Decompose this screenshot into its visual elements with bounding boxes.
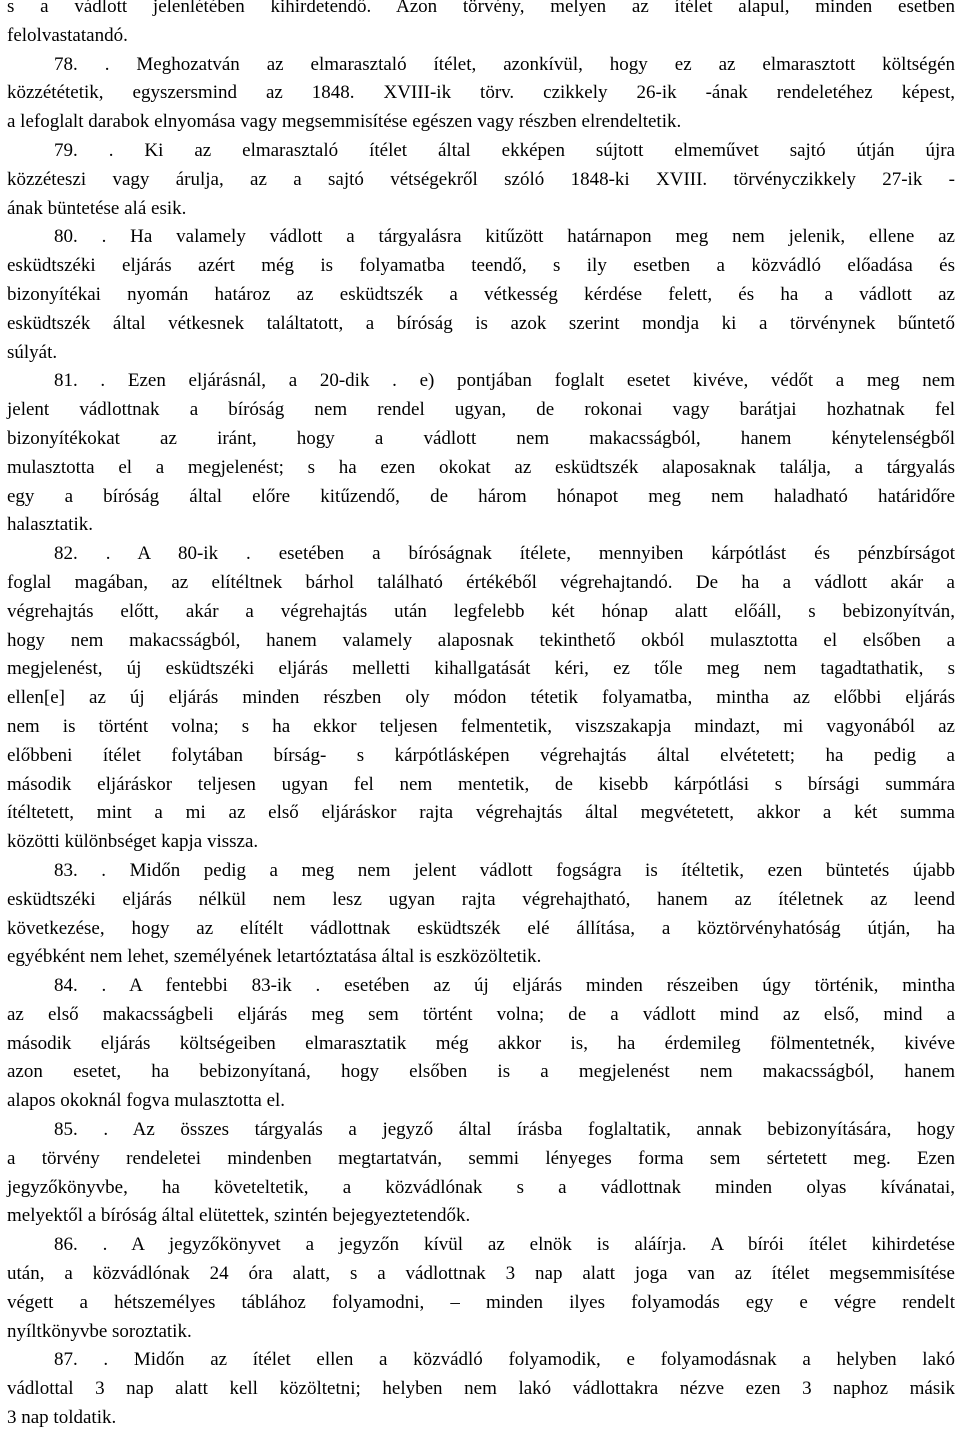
text-line: végett a hétszemélyes táblához folyamodni, – minden ilyes folyamodás egy e végre rendelt bbox=[7, 1291, 955, 1313]
text-line: az első makacsságbeli eljárás meg sem történt volna; de a vádlott mind az első, mind a bbox=[7, 1003, 955, 1025]
text-line: bizonyítékai nyomán határoz az esküdtszék a vétkesség kérdése felett, és ha a vádlott az bbox=[7, 283, 955, 305]
text-line: 81. . Ezen eljárásnál, a 20-dik . e) pontjában foglalt esetet kivéve, védőt a meg nem bbox=[54, 370, 955, 392]
text-line: alapos okoknál fogva mulasztotta el. bbox=[7, 1090, 286, 1112]
paragraph-p84 bbox=[7, 972, 955, 1116]
text-line: következése, hogy az elítélt vádlottnak esküdtszék elé állítása, a köztörvényhatóság útján, ha bbox=[7, 917, 955, 939]
text-line: 87. . Midőn az ítélet ellen a közvádló folyamodik, e folyamodásnak a helyben lakó bbox=[54, 1349, 955, 1371]
text-line: egyébként nem lehet, személyének letartóztatása által is eszközöltetik. bbox=[7, 946, 542, 968]
text-line: s a vádlott jelenlétében kihirdetendő. Azon törvény, melyen az ítélet alapul, minden esetben bbox=[7, 0, 955, 17]
paragraph-p81 bbox=[7, 367, 955, 540]
text-line: a lefoglalt darabok elnyomása vagy megsemmisítése egészen vagy részben elrendeltetik. bbox=[7, 111, 682, 133]
text-line: nyíltkönyvbe soroztatik. bbox=[7, 1320, 192, 1342]
paragraph-p79 bbox=[7, 137, 955, 223]
text-line: 84. . A fentebbi 83-ik . esetében az új eljárás minden részeiben úgy történik, mintha bbox=[54, 975, 955, 997]
text-line: nem is történt volna; s ha ekkor teljesen felmentetik, viszszakapja mindazt, mi vagyonából az bbox=[7, 715, 955, 737]
text-line: 85. . Az összes tárgyalás a jegyző által írásba foglaltatik, annak bebizonyítására, hogy bbox=[54, 1119, 955, 1141]
text-line: 3 nap toldatik. bbox=[7, 1407, 117, 1429]
paragraph-p80 bbox=[7, 223, 955, 367]
text-line: előbbeni ítélet folytában bírság- s kárpótlásképen végrehajtás által elvétetett; ha pedig a bbox=[7, 744, 955, 766]
paragraph-p86 bbox=[7, 1231, 955, 1346]
text-line: ellen[e] az új eljárás minden részben oly módon tétetik folyamatba, mintha az előbbi eljárás bbox=[7, 687, 955, 709]
text-line: megjelenést, új esküdtszéki eljárás melletti kihallgatását kéri, ez tőle meg nem tagadtathatik, s bbox=[7, 658, 955, 680]
text-line: 80. . Ha valamely vádlott a tárgyalásra kitűzött határnapon meg nem jelenik, ellene az bbox=[54, 226, 955, 248]
text-line: esküdtszék által vétkesnek találtatott, a bíróság is azok szerint mondja ki a törvénynek bűntető bbox=[7, 312, 955, 334]
text-line: végrehajtás előtt, akár a végrehajtás után legfelebb két hónap alatt előáll, s bebizonyítván, bbox=[7, 600, 955, 622]
paragraph-p78 bbox=[7, 51, 955, 137]
text-line: második eljáráskor teljesen ugyan fel nem mentetik, de kisebb kárpótlási s bírsági summára bbox=[7, 773, 955, 795]
text-line: vádlottal 3 nap alatt kell közöltetni; helyben nem lakó vádlottakra nézve ezen 3 naphoz másik bbox=[7, 1378, 955, 1400]
text-line: jelent vádlottnak a bíróság nem rendel ugyan, de rokonai vagy barátjai hozhatnak fel bbox=[7, 399, 955, 421]
text-line: 79. . Ki az elmarasztaló ítélet által ekképen sújtott elmeművet sajtó útján újra bbox=[54, 139, 955, 161]
text-line: hogy nem makacsságból, hanem valamely alaposnak tekinthető okból mulasztotta el elsőben a bbox=[7, 629, 955, 651]
paragraph-p83 bbox=[7, 857, 955, 972]
text-line: 82. . A 80-ik . esetében a bíróságnak ítélete, mennyiben kárpótlást és pénzbírságot bbox=[54, 543, 955, 565]
text-line: felolvastatandó. bbox=[7, 24, 128, 46]
text-line: második eljárás költségeiben elmarasztatik még akkor is, ha érdemileg fölmentetnék, kivéve bbox=[7, 1032, 955, 1054]
paragraph-p0 bbox=[7, 0, 955, 51]
text-line: közötti különbséget kapja vissza. bbox=[7, 831, 259, 853]
text-line: esküdtszéki eljárás nélkül nem lesz ugyan rajta végrehajtható, hanem az ítéletnek az leend bbox=[7, 888, 955, 910]
text-line: 78. . Meghozatván az elmarasztaló ítélet, azonkívül, hogy ez az elmarasztott költségén bbox=[54, 53, 955, 75]
text-line: egy a bíróság által előre kitűzendő, de három hónapot meg nem haladható határidőre bbox=[7, 485, 955, 507]
text-line: közzéteszi vagy árulja, az a sajtó vétségekről szóló 1848-ki XVIII. törvényczikkely 27-ik - bbox=[7, 168, 955, 190]
text-line: 83. . Midőn pedig a meg nem jelent vádlott fogságra is ítéltetik, ezen büntetés újabb bbox=[54, 859, 955, 881]
text-line: bizonyítékokat az iránt, hogy a vádlott nem makacsságból, hanem kénytelenségből bbox=[7, 427, 955, 449]
text-line: esküdtszéki eljárás azért még is folyamatba teendő, s ily esetben a közvádló előadása és bbox=[7, 255, 955, 277]
text-line: halasztatik. bbox=[7, 514, 93, 536]
text-line: után, a közvádlónak 24 óra alatt, s a vádlottnak 3 nap alatt joga van az ítélet megsemmisítése bbox=[7, 1263, 955, 1285]
text-line: jegyzőkönyvbe, ha követeltetik, a közvádlónak s a vádlottnak minden olyas kívánatai, bbox=[7, 1176, 955, 1198]
text-line: ának büntetése alá esik. bbox=[7, 197, 187, 219]
paragraph-p82 bbox=[7, 540, 955, 857]
paragraph-p85 bbox=[7, 1116, 955, 1231]
text-line: mulasztotta el a megjelenést; s ha ezen okokat az esküdtszék alaposaknak találja, a tárgyalás bbox=[7, 456, 955, 478]
text-line: ítéltetett, mint a mi az első eljáráskor rajta végrehajtás által megvétetett, akkor a két summa bbox=[7, 802, 955, 824]
paragraph-p87 bbox=[7, 1346, 955, 1432]
text-line: közzététetik, egyszersmind az 1848. XVIII-ik törv. czikkely 26-ik -ának rendeletéhez képest, bbox=[7, 82, 955, 104]
document-body bbox=[7, 0, 955, 1433]
text-line: a törvény rendeletei mindenben megtartatván, semmi lényeges forma sem sértetett meg. Ezen bbox=[7, 1147, 955, 1169]
text-line: 86. . A jegyzőkönyvet a jegyzőn kívül az elnök is aláírja. A bírói ítélet kihirdetése bbox=[54, 1234, 955, 1256]
text-line: foglal magában, az elítéltnek bárhol található értékéből végrehajtandó. De ha a vádlott akár a bbox=[7, 571, 955, 593]
text-line: melyektől a bíróság által elütettek, szintén bejegyeztetendők. bbox=[7, 1205, 471, 1227]
text-line: súlyát. bbox=[7, 341, 58, 363]
text-line: azon esetet, ha bebizonyítaná, hogy elsőben is a megjelenést nem makacsságból, hanem bbox=[7, 1061, 955, 1083]
